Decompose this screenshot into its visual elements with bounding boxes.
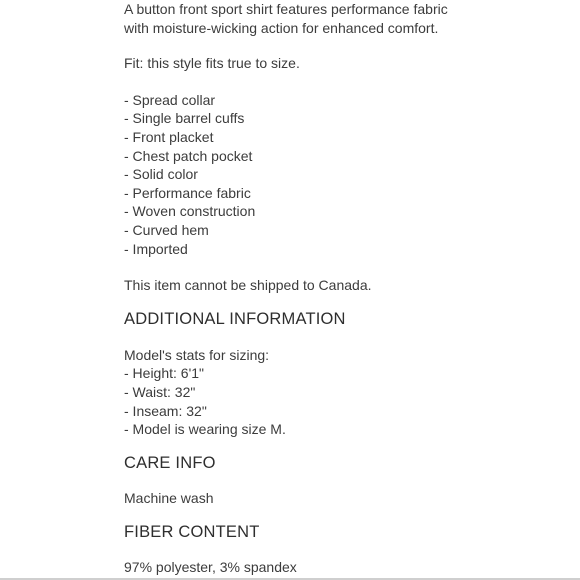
list-item: - Performance fabric <box>124 184 251 201</box>
spacer <box>124 73 564 92</box>
product-details <box>124 0 564 577</box>
list-item: - Woven construction <box>124 203 256 220</box>
model-stats-list <box>124 364 564 438</box>
care-info-heading: CARE INFO <box>124 453 216 472</box>
shipping-note: This item cannot be shipped to Canada. <box>124 277 372 294</box>
list-item: - Imported <box>124 240 188 257</box>
product-description <box>124 0 564 37</box>
care-info-text: Machine wash <box>124 489 214 506</box>
list-item: - Waist: 32" <box>124 383 196 400</box>
list-item: - Inseam: 32" <box>124 402 207 419</box>
description-line: A button front sport shirt features performance fabric <box>124 1 448 17</box>
fiber-content-heading: FIBER CONTENT <box>124 523 260 542</box>
list-item: - Front placket <box>124 128 214 145</box>
list-item: - Spread collar <box>124 91 216 108</box>
additional-info-heading: ADDITIONAL INFORMATION <box>124 309 346 328</box>
list-item: - Chest patch pocket <box>124 147 253 164</box>
fiber-content-text: 97% polyester, 3% spandex <box>124 559 297 576</box>
list-item: - Solid color <box>124 166 198 183</box>
fit-note: Fit: this style fits true to size. <box>124 55 300 72</box>
list-item: - Model is wearing size M. <box>124 421 286 438</box>
list-item: - Single barrel cuffs <box>124 110 245 127</box>
spacer <box>124 258 564 277</box>
feature-list <box>124 91 564 258</box>
list-item: - Curved hem <box>124 221 209 238</box>
list-item: - Height: 6'1" <box>124 365 205 382</box>
description-line: with moisture-wicking action for enhanced comfort. <box>124 19 439 36</box>
model-stats-intro: Model's stats for sizing: <box>124 346 270 363</box>
